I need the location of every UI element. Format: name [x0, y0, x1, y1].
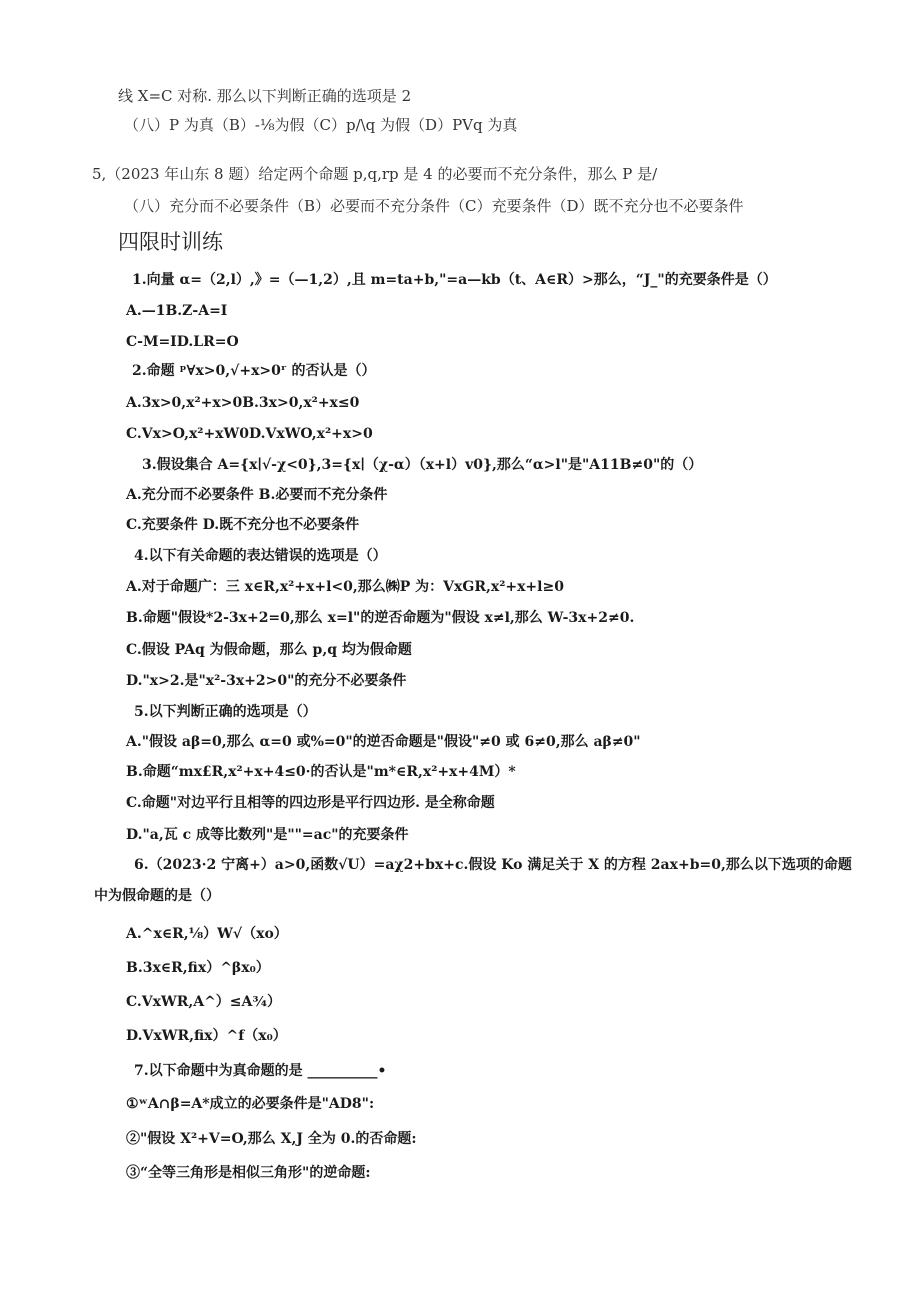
question-3-stem: 3.假设集合 A={x∣√-χ<0},3={x∣（χ-α）（x+l）v0},那么“α>l"是"A11B≠0"的（） — [142, 457, 703, 473]
question-5b-option-d: D."a,瓦 c 成等比数列"是""=ac"的充要条件 — [126, 827, 409, 843]
question-7-item-3: ③“全等三角形是相似三角形"的逆命题: — [126, 1165, 371, 1181]
question-1-stem: 1.向量 α=（2,l）,》=（—1,2）,且 m=ta+b,"=a—kb（t、A∈R）>那么，“J_"的充要条件是（） — [132, 272, 777, 288]
text-line: （八）P 为真（B）-⅛为假（C）p∕\q 为假（D）PVq 为真 — [124, 116, 518, 134]
question-6-option-d: D.VxWR,fix）^f（x₀） — [126, 1028, 287, 1044]
question-4-option-c: C.假设 PAq 为假命题，那么 p,q 均为假命题 — [126, 642, 412, 658]
question-2-options-a-b: A.3x>0,x²+x>0B.3x>0,x²+x≤0 — [126, 395, 360, 411]
question-5-options: （八）充分而不必要条件（B）必要而不充分条件（C）充要条件（D）既不充分也不必要条件 — [124, 197, 744, 215]
question-5b-option-c: C.命题"对边平行且相等的四边形是平行四边形. 是全称命题 — [126, 795, 495, 811]
question-7-item-1: ①ʷA∩β=A*成立的必要条件是"AD8": — [126, 1096, 375, 1112]
question-6-option-b: B.3x∈R,fix）^βx₀） — [126, 960, 270, 976]
question-4-option-d: D."x>2.是"x²-3x+2>0"的充分不必要条件 — [126, 673, 407, 689]
question-4-option-a: A.对于命题广：三 x∈R,x²+x+l<0,那么㈱P 为：VxGR,x²+x+l≥0 — [126, 579, 564, 595]
question-4-option-b: B.命题"假设*2-3x+2=0,那么 x=l"的逆否命题为"假设 x≠l,那么 W-3x+2≠0. — [126, 610, 635, 626]
question-3-options-c-d: C.充要条件 D.既不充分也不必要条件 — [126, 517, 360, 533]
question-6-option-c: C.VxWR,A^）≤A¾） — [126, 994, 281, 1010]
question-7-item-2: ②"假设 X²+V=O,那么 X,J 全为 0.的否命题: — [126, 1131, 417, 1147]
question-5b-option-a: A."假设 aβ=0,那么 α=0 或%=0"的逆否命题是"假设"≠0 或 6≠0,那么 aβ≠0" — [126, 734, 641, 750]
question-5-stem: 5,（2023 年山东 8 题）给定两个命题 p,q,rp 是 4 的必要而不充分条件，那么 P 是/ — [92, 165, 658, 183]
question-4-stem: 4.以下有关命题的表达错误的选项是（） — [134, 548, 387, 564]
question-1-options-a-b: A.—1B.Z-A=I — [126, 303, 228, 319]
question-5b-stem: 5.以下判断正确的选项是（） — [134, 704, 317, 720]
question-2-stem: 2.命题 ᵖ∀x>0,√+x>0ʳ 的否认是（） — [132, 363, 376, 379]
question-6-option-a: A.^x∈R,⅛）W√（xo） — [126, 926, 288, 942]
question-6-stem-cont: 中为假命题的是（） — [94, 888, 220, 904]
question-1-options-c-d: C-M=ID.LR=O — [126, 334, 239, 350]
question-2-options-c-d: C.Vx>O,x²+xW0D.VxWO,x²+x>0 — [126, 426, 373, 442]
question-7-stem: 7.以下命题中为真命题的是 __________• — [134, 1063, 387, 1079]
question-6-stem: 6.（2023·2 宁离+）a>0,函数√U）=aχ2+bx+c.假设 Ko 满足关于 X 的方程 2ax+b=0,那么以下选项的命题 — [134, 857, 852, 873]
section-heading: 四限时训练 — [118, 230, 223, 254]
question-5b-option-b: B.命题“mx£R,x²+x+4≤0·的否认是"m*∈R,x²+x+4M）* — [126, 764, 516, 780]
question-3-options-a-b: A.充分而不必要条件 B.必要而不充分条件 — [126, 487, 388, 503]
text-line: 线 X=C 对称. 那么以下判断正确的选项是 2 — [118, 87, 412, 105]
